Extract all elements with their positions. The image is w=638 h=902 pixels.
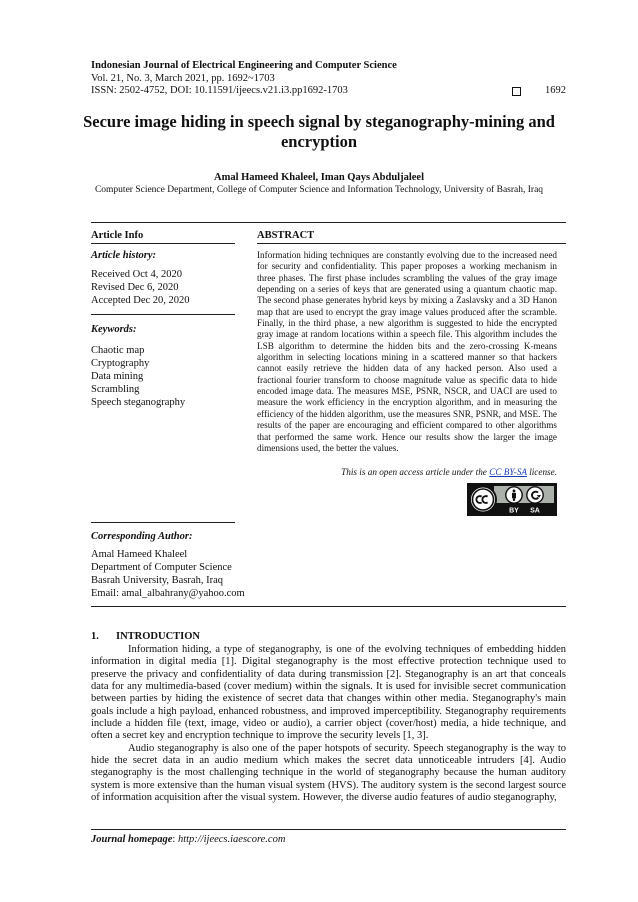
- license-suffix: license.: [526, 467, 557, 477]
- divider-top: [91, 222, 566, 223]
- keyword-item: Speech steganography: [91, 397, 186, 408]
- affiliation: Computer Science Department, College of Computer Science and Information Technology, University of Basrah, Iraq: [94, 185, 544, 195]
- corresponding-email: Email: amal_albahrany@yahoo.com: [91, 588, 245, 599]
- divider-abstract: [257, 243, 566, 244]
- keyword-item: Data mining: [91, 371, 144, 382]
- history-heading: Article history:: [91, 250, 157, 261]
- corresponding-details: [91, 548, 245, 600]
- page-number: 1692: [545, 85, 566, 96]
- history-list: [91, 268, 190, 307]
- license-link[interactable]: CC BY-SA: [489, 467, 527, 477]
- corresponding-heading: Corresponding Author:: [91, 531, 193, 542]
- checkbox-icon: [512, 87, 521, 96]
- license-statement: [257, 467, 557, 477]
- authors: Amal Hameed Khaleel, Iman Qays Abduljaleel: [214, 172, 424, 183]
- history-revised: Revised Dec 6, 2020: [91, 282, 179, 293]
- divider-keywords: [91, 314, 235, 315]
- abstract-text: Information hiding techniques are constantly evolving due to the increased need for security and confidentiality. This paper proposes a working mechanism in three phases. The first phase includes scrambling the values of the gray image depending on a series of keys that are generated using a quantum chaotic map. The second phase generates hybrid keys by mixing a Zaslavsky and a 3D Hanon map that are used to encrypt the gray image values produced after the scramble. Finally, in the third phase, a new algorithm is suggested to hide the encrypted gray image at random locations within a speech file. This algorithm includes the LSB algorithm to determine the hidden bits and the zero-crossing K-means algorithm in selecting locations mining in a scattered manner so that hackers cannot easily retrieve the hidden data of any hacked person. Also used a fractional fourier transform to choose magnitude value as specific data to hide encoded image data. The measures MSE, PSNR, NSCR, and UACI are used to measure the work efficiency in the encryption algorithm, and in measuring the efficiency of the hidden algorithm, use the measures SNR, PSNR, and MSE. The results of the paper are encouraging and efficient compared to other algorithms that performed the same work. Hence our results show the larger the image dimensions used, the better the values.: [257, 250, 557, 453]
- corresponding-name: Amal Hameed Khaleel: [91, 549, 188, 560]
- homepage-colon: :: [172, 834, 178, 845]
- homepage-url[interactable]: http://ijeecs.iaescore.com: [177, 834, 286, 845]
- license-prefix: This is an open access article under the: [341, 467, 490, 477]
- paper-title: Secure image hiding in speech signal by steganography-mining and encryption: [83, 112, 555, 151]
- keywords-heading: Keywords:: [91, 324, 137, 335]
- introduction-body: [91, 644, 566, 804]
- keywords-list: [91, 344, 185, 409]
- keyword-item: Cryptography: [91, 358, 150, 369]
- intro-paragraph: Audio steganography is also one of the paper hotspots of security. Speech steganography is the way to hide the secret data in an audio medium which makes the secret data unnoticeable intruders [4]. Audio steganography is the most challenging technique in the world of steganography because the human auditory system is more extensive than the human visual system (HVS). The auditory system is the second largest source of information acquisition after the visual system. However, the diverse audio features of audio steganography,: [91, 742, 566, 804]
- intro-paragraph: Information hiding, a type of steganography, is one of the evolving techniques of embedding hidden information in digital media [1]. Digital steganography is the most effective protection technique used to preserve the privacy and confidentiality of data during transmission [2]. Steganography is an art that conceals data for any multimedia-based (cover medium) within the signals. It is used for invisible secret communication between parties by hiding the existence of secret data that changes within other media. Steganography's main goals include a high payload, enhanced robustness, and improved imperceptibility. Steganography requirements include a hidden file (text, image, video or audio), a carrier object (cover/host) media, a hide technique, and often a secret key and encryption technique to improve the security levels [1, 3].: [91, 644, 566, 742]
- issn-row: [91, 85, 566, 98]
- keyword-item: Chaotic map: [91, 345, 145, 356]
- corresponding-address: Basrah University, Basrah, Iraq: [91, 575, 223, 586]
- corresponding-department: Department of Computer Science: [91, 562, 232, 573]
- history-received: Received Oct 4, 2020: [91, 269, 182, 280]
- history-accepted: Accepted Dec 20, 2020: [91, 295, 190, 306]
- abstract-heading: ABSTRACT: [257, 230, 315, 241]
- divider-corresponding: [91, 522, 235, 523]
- page-number-group: [512, 85, 566, 98]
- section-title: INTRODUCTION: [116, 631, 201, 642]
- homepage-label: Journal homepage: [91, 834, 173, 845]
- journal-header: [91, 60, 566, 98]
- journal-homepage: [91, 834, 285, 845]
- cc-by-sa-icon: [468, 484, 556, 515]
- badge-by-text: BY: [509, 507, 519, 515]
- footer-divider: [91, 829, 566, 830]
- volume-line: Vol. 21, No. 3, March 2021, pp. 1692~1703: [91, 72, 275, 84]
- section-number: 1.: [91, 631, 99, 642]
- journal-name: Indonesian Journal of Electrical Engineering and Computer Science: [91, 60, 397, 71]
- cc-by-sa-badge[interactable]: [467, 483, 557, 516]
- keyword-item: Scrambling: [91, 384, 140, 395]
- divider-bottom: [91, 606, 566, 607]
- badge-sa-text: SA: [530, 507, 540, 515]
- issn-line: ISSN: 2502-4752, DOI: 10.11591/ijeecs.v21.i3.pp1692-1703: [91, 85, 348, 96]
- divider-article-info: [91, 243, 235, 244]
- introduction-heading: [91, 631, 200, 642]
- article-info-heading: Article Info: [91, 230, 144, 241]
